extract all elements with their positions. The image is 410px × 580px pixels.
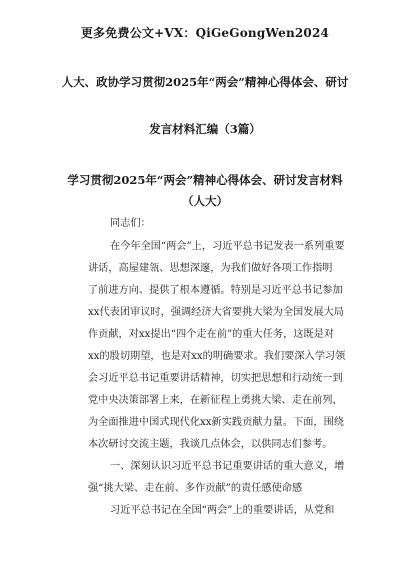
body-line: 作贡献，对xx提出“四个走在前”的重大任务，这既是对 [88, 329, 335, 340]
document-title-line-2: 发言材料汇编（3篇） [149, 122, 261, 136]
body-line: xx代表团审议时，强调经济大省要挑大梁为全国发展大局 [88, 307, 344, 318]
section-heading-line-2: 强“挑大梁、走在前、多作贡献”的责任感使命感 [88, 483, 303, 494]
body-line: xx的殷切期望，也是对xx的明确要求。我们要深入学习领 [88, 351, 346, 362]
body-line: 本次研讨交流主题，我谈几点体会，以供同志们参考。 [88, 439, 333, 450]
greeting: 同志们： [110, 218, 151, 229]
body-line: 在今年全国“两会”上，习近平总书记发表一系列重要 [110, 241, 345, 252]
body-line: 习近平总书记在全国“两会”上的重要讲话，从党和 [110, 505, 335, 516]
body-line: 了前进方向、提供了根本遵循。特别是习近平总书记参加 [88, 285, 343, 296]
body-line: 会习近平总书记重要讲话精神，切实把思想和行动统一到 [88, 373, 343, 384]
promo-header: 更多免费公文+VX：QiGeGongWen2024 [80, 26, 330, 40]
article-title-line-2: （人大） [182, 194, 228, 208]
body-line: 党中央决策部署上来，在新征程上勇挑大梁、走在前列， [88, 395, 343, 406]
article-title-line-1: 学习贯彻2025年“两会”精神心得体会、研讨发言材料 [67, 173, 343, 187]
section-heading-line-1: 一、深刻认识习近平总书记重要讲话的重大意义，增 [110, 461, 345, 472]
body-line: 讲话，高屋建瓴、思想深邃，为我们做好各项工作指明 [88, 263, 333, 274]
document-title-line-1: 人大、政协学习贯彻2025年“两会”精神心得体会、研讨 [61, 75, 349, 89]
body-line: 为全面推进中国式现代化xx新实践贡献力量。下面，围绕 [88, 417, 344, 428]
